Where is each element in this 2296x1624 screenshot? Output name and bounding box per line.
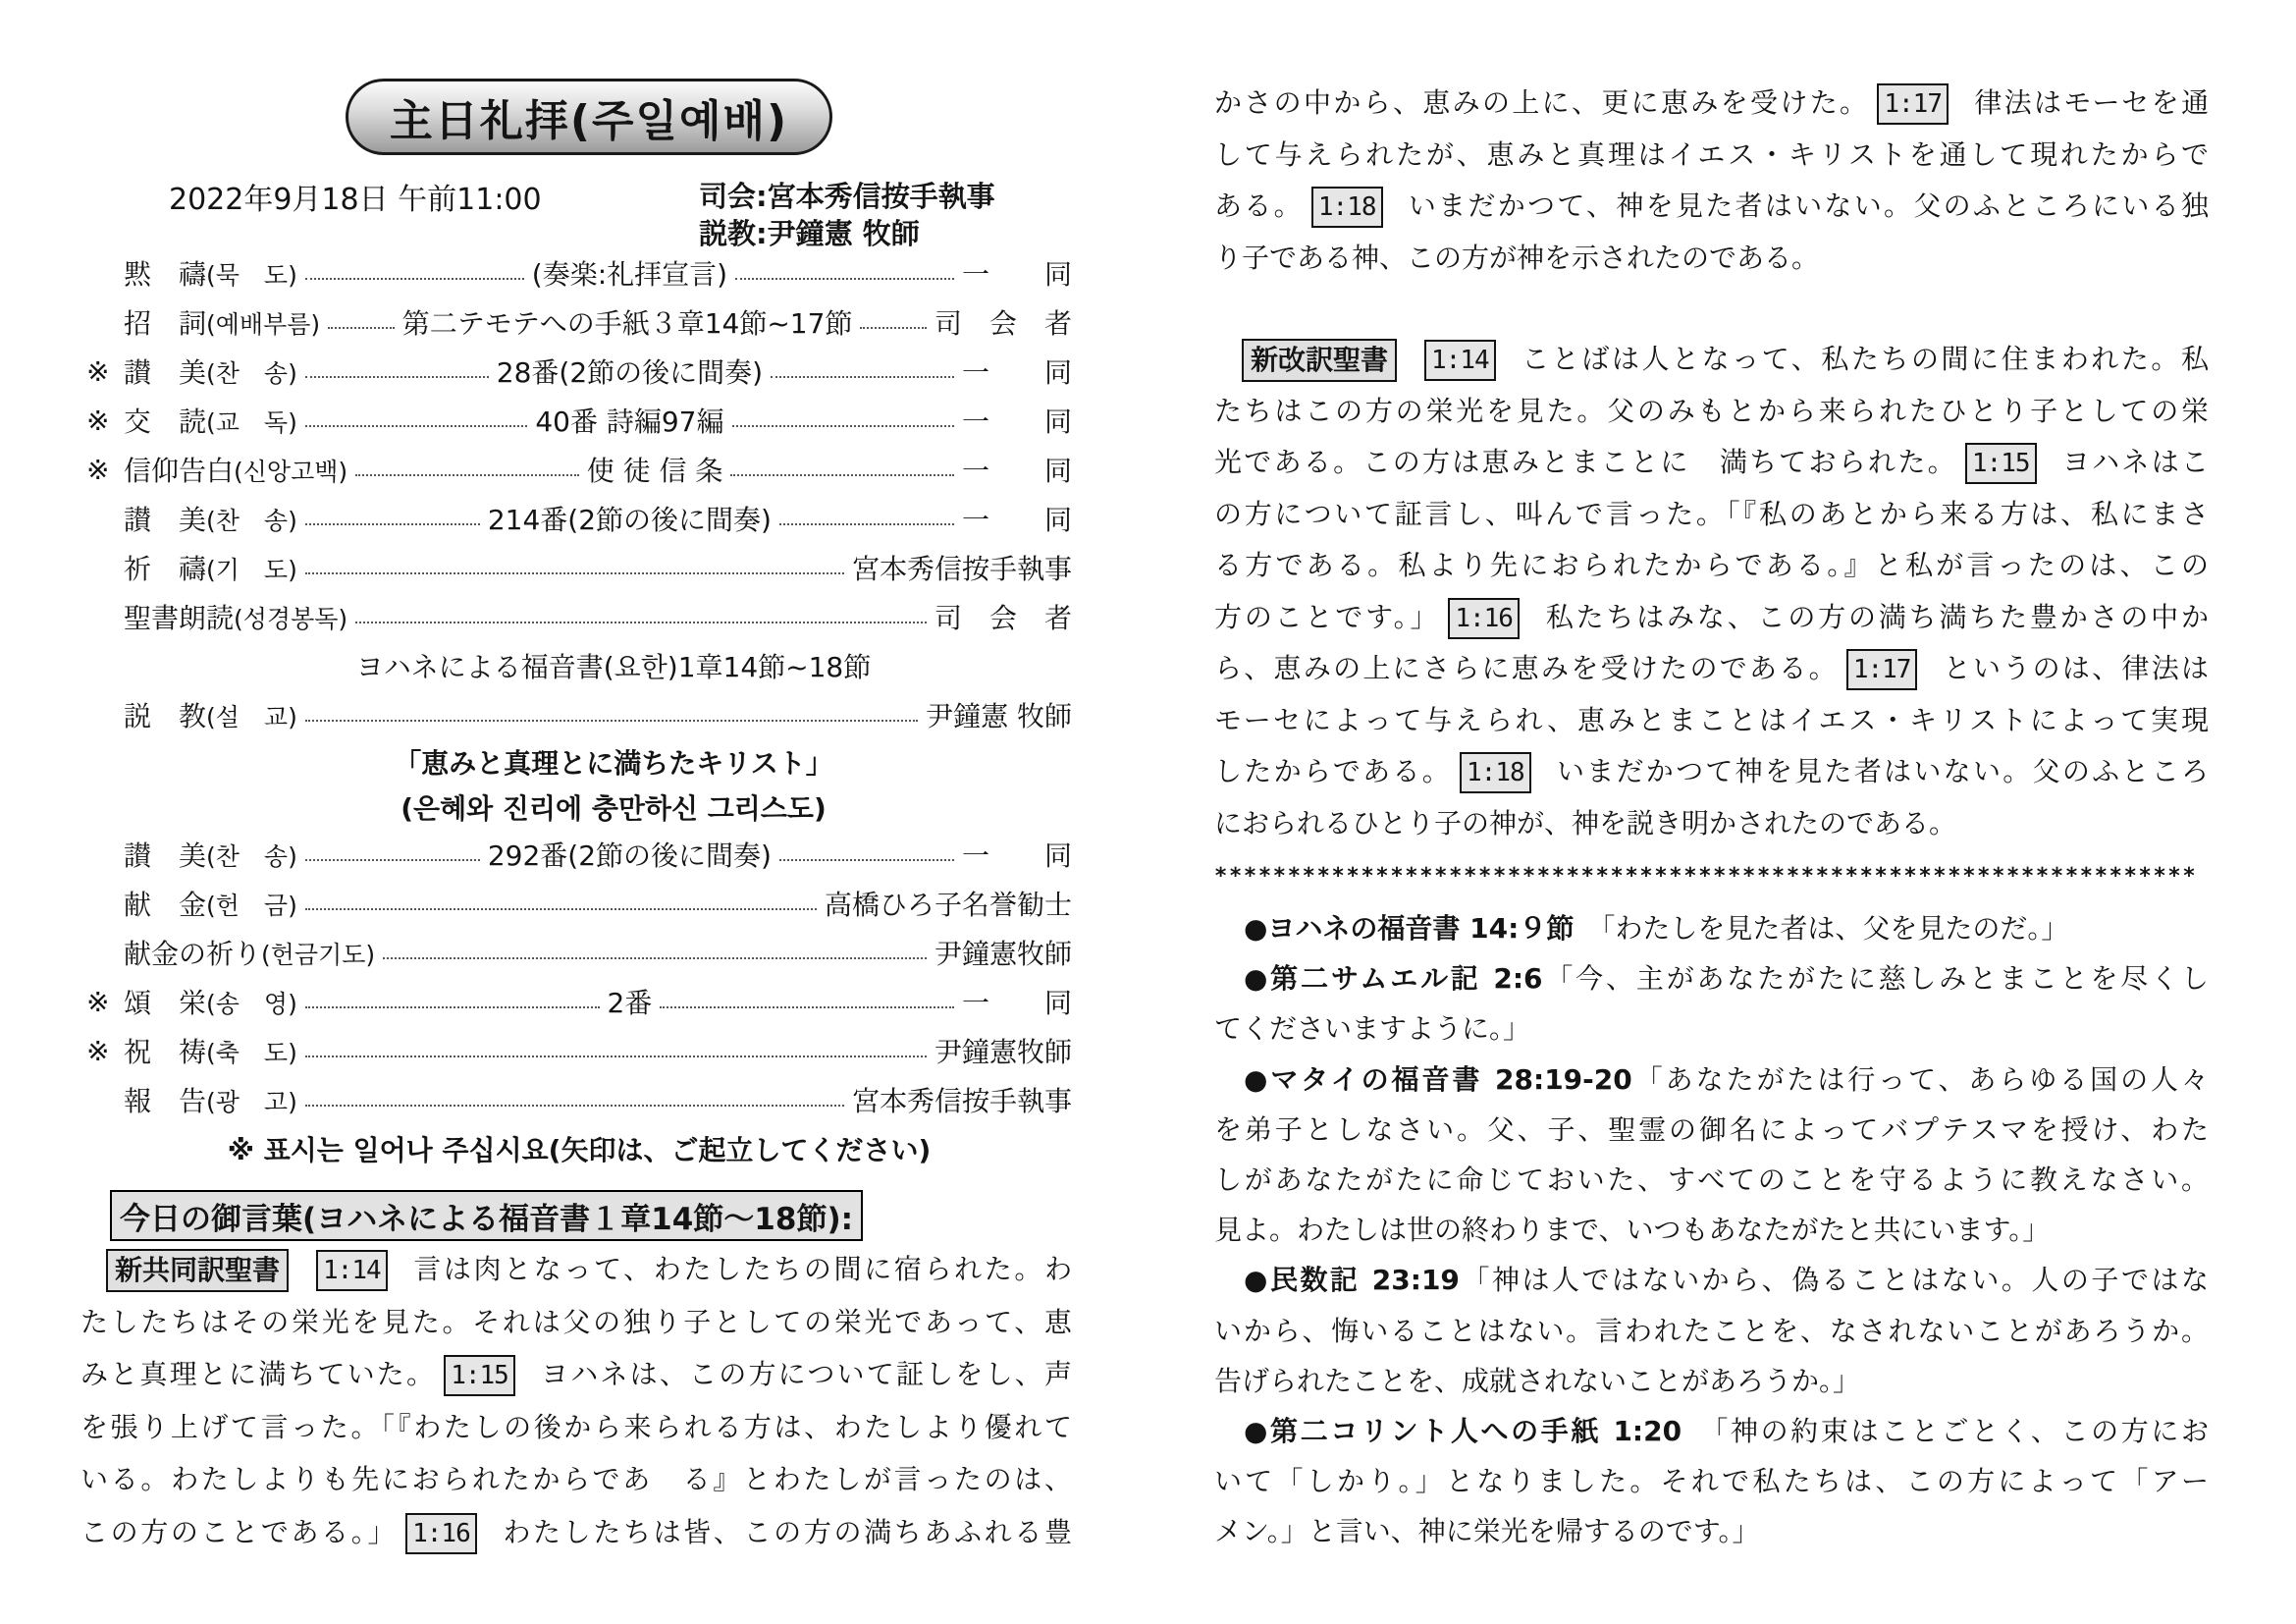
passage-text: この方のことである。」: [80, 1515, 399, 1548]
service-row: [86, 445, 1072, 494]
todays-word-heading-text: 今日の御言葉(ヨハネによる福音書１章14節～18節):: [120, 1201, 854, 1237]
passage-text: というのは、律法は: [1941, 652, 2209, 684]
todays-word-heading: [110, 1190, 863, 1241]
leader-dots: [779, 523, 954, 525]
service-item-detail: 第二テモテへの手紙３章14節~17節: [401, 307, 853, 340]
passage-text: 光である。この方は恵みとまことに 満ちておられた。: [1214, 446, 1957, 478]
passage-text: いる。わたしよりも先におられたからであ る』とわたしが言ったのは、: [80, 1463, 1072, 1495]
passage-text: メン。」と言い、神に栄光を帰するのです。」: [1214, 1515, 1760, 1548]
text-line: [1214, 1105, 2209, 1155]
text-line: [80, 1243, 1072, 1296]
text-line: [1214, 643, 2209, 695]
sermon-item: [86, 690, 1072, 739]
service-item-label: [124, 884, 297, 923]
passage-text: 見よ。わたしは世の終わりまで、いつもあなたがたと共にいます。」: [1214, 1214, 2051, 1247]
text-line: [1214, 181, 2209, 233]
text-line: [1214, 489, 2209, 541]
passage-text: 「神の約束はことごとく、この方にお: [1682, 1414, 2209, 1447]
service-item-name-korean: (찬 송): [206, 507, 297, 535]
text-line: [1214, 1205, 2209, 1255]
service-item-name: 頌 栄: [124, 987, 207, 1019]
service-item-person: 宮本秀信按手執事: [851, 553, 1072, 585]
text-line: [1214, 78, 2209, 130]
passage-text: 言は肉となって、わたしたちの間に宿られた。わ: [410, 1253, 1072, 1285]
passage-text: たちはこの方の栄光を見た。父のみもとから来られたひとり子としての栄: [1214, 394, 2209, 427]
verse-number-box: 1:15: [444, 1355, 515, 1396]
service-item-name: 献金の祈り: [124, 938, 262, 970]
service-row: [86, 1075, 1072, 1124]
text-line: [80, 1453, 1072, 1506]
service-item-person: 一 同: [961, 455, 1072, 487]
service-row: [86, 690, 1072, 739]
service-item-name-korean: (헌금기도): [261, 941, 376, 969]
order-of-service: [86, 248, 1072, 1173]
passage-text: 私たちはみな、この方の満ち満ちた豊かさの中か: [1542, 600, 2209, 633]
verse-number-box: 1:16: [1448, 598, 1520, 639]
related-verse: [1214, 953, 2209, 1054]
service-item-name-korean: (예배부름): [206, 310, 321, 339]
leader-dots: [735, 278, 954, 280]
related-verse: [1214, 903, 2209, 953]
service-item-detail: 292番(2節の後に間奏): [487, 839, 772, 872]
service-title-banner: [346, 79, 832, 155]
bullet-reference: ●第二コリント人への手紙 1:20: [1244, 1414, 1682, 1447]
service-item-name-korean: (축 도): [206, 1039, 297, 1067]
service-item-person: 尹鐘憲 牧師: [926, 700, 1072, 732]
service-row: [86, 977, 1072, 1026]
sermon-title: 「恵みと真理とに満ちたキリスト」: [394, 747, 833, 780]
passage-text: ある。: [1214, 189, 1304, 222]
passage-text: を弟子としなさい。父、子、聖霊の御名によってバプテスマを授け、わた: [1214, 1112, 2209, 1146]
passage-text: ヨハネはこ: [2059, 446, 2209, 478]
service-row: [86, 830, 1072, 879]
service-item-label: [124, 835, 297, 874]
service-item-label: [124, 1031, 297, 1070]
service-item-name: 祝 祷: [124, 1036, 207, 1068]
leader-dots: [355, 474, 579, 476]
text-line: [1214, 1255, 2209, 1305]
service-item-label: [124, 352, 297, 391]
standing-note: ※ 표시는 일어나 주십시요(矢印は、ご起立してください): [227, 1134, 932, 1166]
service-item-name-korean: (묵 도): [206, 261, 297, 290]
service-item-label: [124, 1080, 297, 1119]
passage-text: いて「しかり。」となりました。それで私たちは、この方によって「アー: [1214, 1465, 2209, 1498]
bible-version-box: 新改訳聖書: [1242, 339, 1397, 382]
service-row: [86, 928, 1072, 977]
leader-dots: [771, 376, 954, 378]
leader-dots: [732, 425, 955, 427]
text-line: [1214, 1356, 2209, 1406]
service-item-label: [124, 253, 297, 293]
service-row: [86, 592, 1072, 641]
service-item-name-korean: (광 고): [206, 1088, 297, 1116]
standing-mark: ※: [86, 1034, 110, 1067]
service-item-name-korean: (교 독): [206, 408, 297, 437]
service-item-person: 尹鐘憲牧師: [934, 938, 1072, 970]
service-item-name-korean: (신앙고백): [234, 458, 348, 486]
verse-number-box: 1:17: [1877, 83, 1949, 125]
verse-number-box: 1:16: [405, 1513, 477, 1554]
leader-dots: [305, 1006, 600, 1008]
standing-mark: ※: [86, 453, 110, 486]
related-verse: [1214, 1055, 2209, 1256]
service-item-label: [124, 695, 297, 734]
text-line: [1214, 746, 2209, 798]
service-item-label: [124, 982, 297, 1021]
passage-text: いまだかつて、神を見た者はいない。父のふところにいる独: [1406, 189, 2209, 222]
service-item-name-korean: (헌 금): [206, 892, 297, 920]
scripture-passage-new-japanese-bible: [1214, 334, 2209, 849]
service-item-name-korean: (찬 송): [206, 359, 297, 388]
text-line: [1214, 592, 2209, 644]
passage-text: ら、恵みの上にさらに恵みを受けたのである。: [1214, 652, 1839, 684]
related-verses-list: [1214, 903, 2209, 1556]
text-line: [1214, 1506, 2209, 1556]
service-item-name: 信仰告白: [124, 455, 235, 487]
service-item-person: 宮本秀信按手執事: [851, 1085, 1072, 1117]
asterisk-divider: *******************************************************************: [1214, 864, 2198, 889]
service-item-name: 招 詞: [124, 307, 207, 340]
related-verse: [1214, 1255, 2209, 1406]
sermon-title-korean: (은혜와 진리에 충만하신 그리스도): [400, 792, 827, 825]
passage-text: 「神は人ではないから、偽ることはない。人の子ではな: [1459, 1264, 2209, 1297]
text-line: [1214, 903, 2209, 953]
service-title: 主日礼拝(주일예배): [389, 96, 789, 146]
text-line: [80, 1348, 1072, 1401]
text-line: [1214, 1155, 2209, 1205]
service-item-person: 一 同: [962, 258, 1073, 291]
passage-text: 方のことです。」: [1214, 600, 1441, 633]
verse-number-box: 1:18: [1311, 187, 1383, 228]
passage-text: かさの中から、恵みの上に、更に恵みを受けた。: [1214, 86, 1870, 119]
service-item-detail: 使 徒 信 条: [586, 455, 723, 487]
leader-dots: [305, 278, 524, 280]
service-item-person: 一 同: [962, 987, 1073, 1019]
service-item-person: 司 会 者: [934, 602, 1072, 634]
standing-mark: ※: [86, 354, 110, 388]
verse-number-box: 1:14: [316, 1250, 388, 1291]
service-row: [86, 1026, 1072, 1075]
service-item-detail: 214番(2節の後に間奏): [487, 504, 772, 536]
leader-dots: [305, 376, 489, 378]
leader-dots: [305, 572, 844, 574]
service-item-person: 高橋ひろ子名誉勧士: [824, 889, 1072, 921]
passage-text: モーセによって与えられ、恵みとまことはイエス・キリストによって実現: [1214, 703, 2209, 736]
text-line: [1214, 334, 2209, 386]
passage-text: 「今、主があなたがたに慈しみとまことを尽くし: [1542, 962, 2209, 996]
service-item-name-korean: (설 교): [206, 703, 297, 731]
service-item-name-korean: (찬 송): [206, 842, 297, 871]
standing-mark: ※: [86, 404, 110, 437]
text-line: [1214, 953, 2209, 1003]
passage-text: の方について証言し、叫んで言った。「『私のあとから来る方は、私にまさ: [1214, 497, 2209, 530]
service-item-person: 一 同: [962, 839, 1073, 872]
text-line: [1214, 1406, 2209, 1456]
sermon-scripture: ヨハネによる福音書(요한)1章14節~18節: [355, 651, 872, 683]
passage-text: たしたちはその栄光を見た。それは父の独り子としての栄光であって、恵: [80, 1305, 1072, 1338]
passage-text: いまだかつて神を見た者はいない。父のふところ: [1554, 755, 2209, 787]
text-line: [1214, 233, 2209, 285]
leader-dots: [779, 859, 954, 861]
service-item-label: [124, 548, 297, 587]
leader-dots: [305, 859, 480, 861]
service-item-name: 献 金: [124, 889, 207, 921]
verse-number-box: 1:15: [1965, 443, 2037, 484]
passage-text: を張り上げて言った。「『わたしの後から来られる方は、わたしより優れて: [80, 1410, 1072, 1443]
service-item-label: [124, 401, 297, 440]
passage-text: 律法はモーセを通: [1971, 86, 2209, 119]
passage-text: したからである。: [1214, 755, 1453, 787]
service-row: [86, 347, 1072, 396]
passage-text: ことばは人となって、私たちの間に住まわれた。私: [1519, 343, 2209, 375]
verse-number-box: 1:18: [1460, 752, 1531, 793]
verse-number-box: 1:17: [1846, 649, 1918, 690]
presider: 司会:宮本秀信按手執事: [699, 180, 995, 213]
service-item-detail: 2番: [607, 987, 653, 1019]
bible-version-box: 新共同訳聖書: [106, 1249, 289, 1292]
service-item-name: 報 告: [124, 1085, 207, 1117]
text-line: [1214, 1003, 2209, 1054]
leader-dots: [305, 1105, 844, 1107]
service-item-name: 交 読: [124, 406, 207, 438]
service-item-person: 一 同: [962, 504, 1073, 536]
service-item-name: 聖書朗読: [124, 602, 235, 634]
service-item-detail: (奏楽:礼拝宣言): [531, 258, 728, 291]
service-item-name: 黙 禱: [124, 258, 207, 291]
passage-text: みと真理とに満ちていた。: [80, 1358, 437, 1390]
text-line: [1214, 1306, 2209, 1356]
scripture-passage-new-interconfessional: [80, 1243, 1072, 1558]
service-date: 2022年9月18日 午前11:00: [169, 183, 542, 217]
passage-text: る方である。私より先におられたからである。』と私が言ったのは、この: [1214, 549, 2209, 581]
passage-text: しがあなたがたに命じておいた、すべてのことを守るように教えなさい。: [1214, 1163, 2209, 1196]
text-line: [1214, 695, 2209, 747]
passage-text: 「あなたがたは行って、あらゆる国の人々: [1631, 1062, 2209, 1096]
leader-dots: [860, 327, 927, 329]
bullet-reference: ●ヨハネの福音書 14:９節: [1244, 912, 1575, 945]
service-row: [86, 248, 1072, 298]
passage-text: ヨハネは、この方について証しをし、声: [538, 1358, 1072, 1390]
preacher: 説教:尹鐘憲 牧師: [699, 217, 920, 250]
bullet-reference: ●民数記 23:19: [1244, 1264, 1460, 1297]
passage-text: におられるひとり子の神が、神を説き明かされたのである。: [1214, 806, 1957, 839]
leader-dots: [355, 622, 927, 623]
service-item-name: 讃 美: [124, 504, 207, 536]
leader-dots: [660, 1006, 954, 1008]
standing-mark: ※: [86, 985, 110, 1018]
service-item-name: 祈 禱: [124, 553, 207, 585]
passage-text: 「わたしを見た者は、父を見たのだ。」: [1574, 912, 2069, 945]
service-row: [86, 298, 1072, 347]
service-item-label: [124, 450, 347, 489]
passage-text: して与えられたが、恵みと真理はイエス・キリストを通して現れたからで: [1214, 137, 2209, 171]
text-line: [1214, 386, 2209, 438]
service-row: [86, 494, 1072, 543]
leader-dots: [305, 908, 817, 910]
service-item-person: 司 会 者: [934, 307, 1072, 340]
leader-dots: [305, 720, 918, 722]
passage-text: てくださいますように。」: [1214, 1012, 1531, 1046]
service-item-label: [124, 597, 347, 636]
service-item-label: [124, 302, 320, 342]
text-line: [1214, 130, 2209, 182]
service-item-person: 一 同: [962, 406, 1073, 438]
bullet-reference: ●マタイの福音書 28:19-20: [1244, 1062, 1632, 1096]
verse-number-box: 1:14: [1424, 340, 1496, 381]
service-item-label: [124, 933, 375, 972]
text-line: [1214, 798, 2209, 850]
text-line: [80, 1506, 1072, 1559]
text-line: [1214, 540, 2209, 592]
service-item-name: 讃 美: [124, 839, 207, 872]
leader-dots: [383, 957, 927, 959]
passage-text: 告げられたことを、成就されないことがあろうか。」: [1214, 1364, 1861, 1397]
service-item-name: 讃 美: [124, 356, 207, 389]
service-item-detail: 40番 詩編97編: [535, 406, 724, 438]
service-item-person: 一 同: [962, 356, 1073, 389]
service-item-name-korean: (기 도): [206, 556, 297, 584]
service-items-before-sermon: [86, 248, 1072, 641]
service-row: [86, 879, 1072, 928]
passage-text: いから、悔いることはない。言われたことを、なされないことがあろうか。: [1214, 1314, 2209, 1347]
service-row: [86, 543, 1072, 592]
text-line: [1214, 1055, 2209, 1105]
leader-dots: [305, 523, 480, 525]
text-line: [1214, 437, 2209, 489]
passage-text: り子である神、この方が神を示されたのである。: [1214, 241, 1820, 274]
service-item-name: 説 教: [124, 700, 207, 732]
service-item-detail: 28番(2節の後に間奏): [496, 356, 764, 389]
service-items-after-sermon: [86, 830, 1072, 1124]
text-line: [80, 1296, 1072, 1349]
leader-dots: [305, 1056, 927, 1057]
text-line: [1214, 1456, 2209, 1506]
service-row: [86, 396, 1072, 445]
bullet-reference: ●第二サムエル記 2:6: [1244, 962, 1543, 996]
leader-dots: [328, 327, 395, 329]
service-item-name-korean: (성경봉독): [234, 605, 348, 633]
leader-dots: [305, 425, 528, 427]
related-verse: [1214, 1406, 2209, 1557]
service-item-label: [124, 499, 297, 538]
passage-text: わたしたちは皆、この方の満ちあふれる豊: [500, 1515, 1072, 1548]
leader-dots: [730, 474, 954, 476]
service-item-person: 尹鐘憲牧師: [934, 1036, 1072, 1068]
service-item-name-korean: (송 영): [206, 990, 297, 1018]
scripture-passage-continued: [1214, 78, 2209, 284]
text-line: [80, 1401, 1072, 1454]
